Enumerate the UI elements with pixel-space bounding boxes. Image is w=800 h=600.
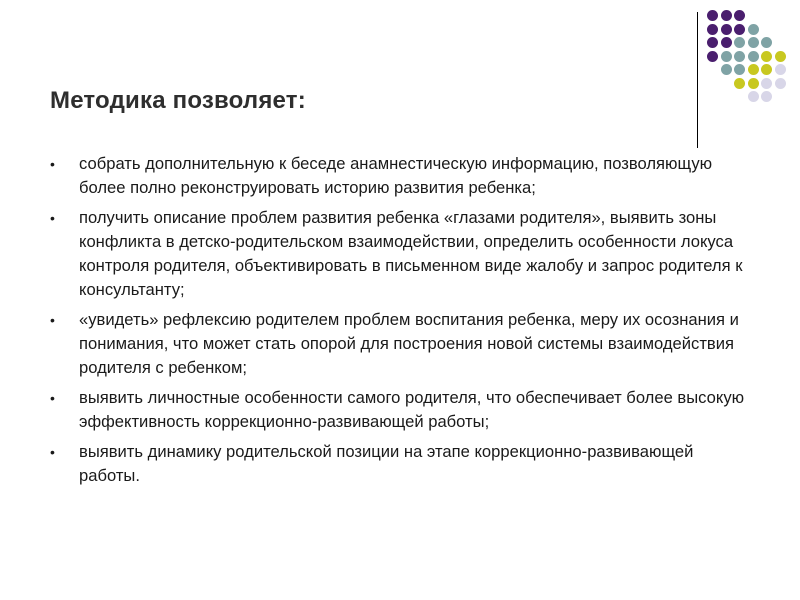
decorative-dot	[748, 91, 759, 102]
decorative-dot	[721, 24, 732, 35]
bullet-icon: •	[50, 444, 55, 460]
decorative-dot	[775, 64, 786, 75]
decorative-dot	[707, 24, 718, 35]
decorative-dot	[707, 51, 718, 62]
decorative-dot	[734, 78, 745, 89]
decorative-dot	[748, 64, 759, 75]
decorative-dot	[734, 37, 745, 48]
list-item	[50, 308, 750, 380]
decorative-dot	[775, 78, 786, 89]
bullet-list	[50, 152, 750, 494]
decorative-dot	[734, 64, 745, 75]
list-item-text: выявить личностные особенности самого родителя, что обеспечивает более высокую эффективность коррекционно-развивающей работы;	[79, 388, 745, 431]
decorative-dot	[761, 51, 772, 62]
decorative-dot	[721, 51, 732, 62]
list-item-text: получить описание проблем развития ребенка «глазами родителя», выявить зоны конфликта в детско-родительском взаимодействии, определить особенности локуса контроля родителя, объективировать в письменном виде жалобу и запрос родителя к консультанту;	[79, 208, 743, 299]
list-item	[50, 206, 750, 302]
decorative-dot	[721, 10, 732, 21]
decorative-dot	[734, 24, 745, 35]
bullet-icon: •	[50, 156, 55, 172]
bullet-icon: •	[50, 312, 55, 328]
decorative-dot	[721, 37, 732, 48]
decorative-dot	[748, 37, 759, 48]
decorative-dot	[761, 64, 772, 75]
list-item-text: «увидеть» рефлексию родителем проблем воспитания ребенка, меру их осознания и понимания, что может стать опорой для построения новой системы взаимодействия родителя с ребенком;	[79, 310, 739, 377]
decorative-dot	[761, 78, 772, 89]
decorative-dot	[748, 24, 759, 35]
decorative-dot	[748, 78, 759, 89]
decorative-dot	[721, 64, 732, 75]
decorative-dot	[761, 91, 772, 102]
slide-title: Методика позволяет:	[50, 87, 306, 114]
list-item-text: выявить динамику родительской позиции на этапе коррекционно-развивающей работы.	[79, 442, 694, 485]
bullet-icon: •	[50, 390, 55, 406]
decorative-dot	[748, 51, 759, 62]
decorative-dot	[734, 51, 745, 62]
decorative-dot	[707, 10, 718, 21]
bullet-icon: •	[50, 210, 55, 226]
list-item	[50, 440, 750, 488]
decorative-dot	[775, 51, 786, 62]
vertical-divider	[697, 12, 698, 148]
list-item	[50, 152, 750, 200]
decorative-dot	[761, 37, 772, 48]
decorative-dot	[734, 10, 745, 21]
decorative-dot-grid	[707, 10, 787, 130]
decorative-dot	[707, 37, 718, 48]
list-item-text: собрать дополнительную к беседе анамнестическую информацию, позволяющую более полно реконструировать историю развития ребенка;	[79, 154, 713, 197]
list-item	[50, 386, 750, 434]
